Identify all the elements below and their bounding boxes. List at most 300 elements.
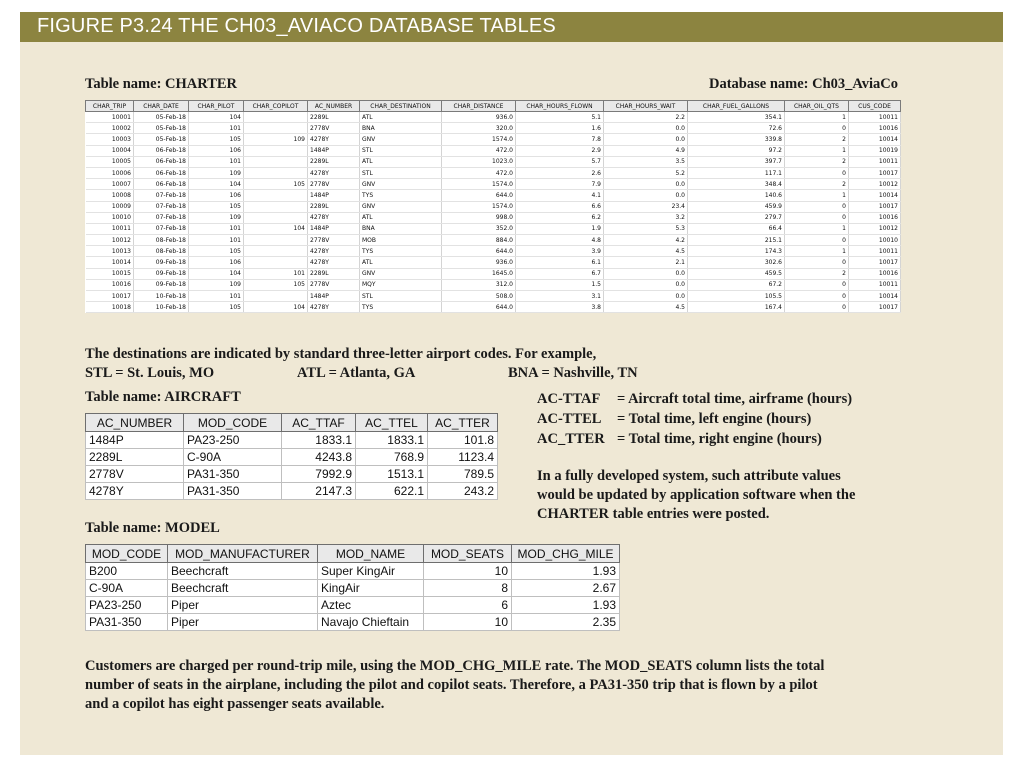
table-cell: 10017 <box>849 201 901 212</box>
column-header: CHAR_FUEL_GALLONS <box>688 101 785 112</box>
table-cell: ATL <box>360 257 442 268</box>
table-cell: 1513.1 <box>356 466 428 483</box>
table-cell: 10009 <box>86 201 134 212</box>
code-stl: STL = St. Louis, MO <box>85 365 215 381</box>
table-cell: B200 <box>86 563 168 580</box>
table-cell: 2778V <box>86 466 184 483</box>
table-cell: 2778V <box>308 235 360 246</box>
table-cell: 1833.1 <box>356 432 428 449</box>
table-cell: 4.2 <box>604 235 688 246</box>
table-cell: 2289L <box>308 112 360 123</box>
table-cell: 0.0 <box>604 123 688 134</box>
table-cell: 2.6 <box>516 167 604 178</box>
table-cell: 0 <box>785 257 849 268</box>
table-cell: 109 <box>189 167 244 178</box>
table-cell: 2289L <box>86 449 184 466</box>
table-cell: 10016 <box>849 268 901 279</box>
table-cell: 2778V <box>308 279 360 290</box>
table-cell: 5.2 <box>604 167 688 178</box>
table-cell: 1833.1 <box>282 432 356 449</box>
note-line: In a fully developed system, such attribute values <box>537 468 841 484</box>
table-cell: 106 <box>189 257 244 268</box>
table-cell: 0.0 <box>604 268 688 279</box>
column-header: CHAR_DESTINATION <box>360 101 442 112</box>
table-cell: KingAir <box>318 580 424 597</box>
note-line: CHARTER table entries were posted. <box>537 506 770 522</box>
model-row <box>86 580 620 597</box>
table-cell: 279.7 <box>688 212 785 223</box>
charter-row <box>86 212 901 223</box>
table-cell: 105 <box>189 302 244 313</box>
table-cell: 104 <box>189 268 244 279</box>
charter-row <box>86 257 901 268</box>
table-cell: 1.93 <box>512 563 620 580</box>
charter-row <box>86 235 901 246</box>
table-cell: 2 <box>785 179 849 190</box>
table-cell: 10016 <box>86 279 134 290</box>
table-cell: GNV <box>360 201 442 212</box>
table-cell <box>244 291 308 302</box>
table-cell: 09-Feb-18 <box>134 268 189 279</box>
charter-row <box>86 179 901 190</box>
table-cell: 0 <box>785 123 849 134</box>
column-header: MOD_CODE <box>184 414 282 432</box>
table-cell: 459.5 <box>688 268 785 279</box>
table-cell: 459.9 <box>688 201 785 212</box>
column-header: AC_TTER <box>428 414 498 432</box>
table-cell: Piper <box>168 597 318 614</box>
table-cell: 1123.4 <box>428 449 498 466</box>
table-cell: 2 <box>785 268 849 279</box>
column-header: MOD_MANUFACTURER <box>168 545 318 563</box>
table-cell: 167.4 <box>688 302 785 313</box>
charter-row <box>86 167 901 178</box>
table-cell: 101.8 <box>428 432 498 449</box>
table-cell: 101 <box>189 223 244 234</box>
table-cell: 5.3 <box>604 223 688 234</box>
charter-row <box>86 134 901 145</box>
table-cell: 1.5 <box>516 279 604 290</box>
table-cell: 104 <box>244 302 308 313</box>
table-cell: 10011 <box>849 112 901 123</box>
table-cell: STL <box>360 145 442 156</box>
table-cell: 09-Feb-18 <box>134 279 189 290</box>
table-cell: 2.35 <box>512 614 620 631</box>
charter-row <box>86 190 901 201</box>
table-cell: 10013 <box>86 246 134 257</box>
table-cell: 0 <box>785 167 849 178</box>
table-cell: 10017 <box>849 302 901 313</box>
table-cell: 0 <box>785 235 849 246</box>
code-atl: ATL = Atlanta, GA <box>297 365 416 381</box>
table-cell: 10012 <box>849 223 901 234</box>
table-cell: 10011 <box>849 279 901 290</box>
table-cell: MOB <box>360 235 442 246</box>
table-cell: 472.0 <box>442 167 516 178</box>
table-cell: 1.93 <box>512 597 620 614</box>
table-cell <box>244 156 308 167</box>
column-header: CHAR_DATE <box>134 101 189 112</box>
table-cell: 67.2 <box>688 279 785 290</box>
table-cell: 6.1 <box>516 257 604 268</box>
table-cell: 4278Y <box>308 167 360 178</box>
table-cell: BNA <box>360 223 442 234</box>
table-cell: 3.2 <box>604 212 688 223</box>
table-cell: 104 <box>189 179 244 190</box>
table-cell: 72.6 <box>688 123 785 134</box>
table-cell: 7.8 <box>516 134 604 145</box>
model-row <box>86 614 620 631</box>
charter-row <box>86 291 901 302</box>
table-cell: 4278Y <box>308 246 360 257</box>
table-cell: 2778V <box>308 123 360 134</box>
code-bna: BNA = Nashville, TN <box>508 365 638 381</box>
table-cell: 1.9 <box>516 223 604 234</box>
table-cell: 884.0 <box>442 235 516 246</box>
model-row <box>86 597 620 614</box>
figure-title: FIGURE P3.24 THE CH03_AVIACO DATABASE TABLES <box>37 15 556 37</box>
table-cell: 998.0 <box>442 212 516 223</box>
table-cell: Super KingAir <box>318 563 424 580</box>
table-cell: BNA <box>360 123 442 134</box>
column-header: CHAR_OIL_QTS <box>785 101 849 112</box>
table-cell: 1574.0 <box>442 201 516 212</box>
table-cell: ATL <box>360 156 442 167</box>
table-cell: 10011 <box>849 156 901 167</box>
definitions-list <box>537 389 852 449</box>
column-header: AC_NUMBER <box>86 414 184 432</box>
database-name: Database name: Ch03_AviaCo <box>709 76 899 92</box>
table-cell: 339.8 <box>688 134 785 145</box>
table-cell: PA31-350 <box>86 614 168 631</box>
charter-row <box>86 201 901 212</box>
table-cell: 6.7 <box>516 268 604 279</box>
aircraft-table <box>85 413 498 500</box>
table-cell: 05-Feb-18 <box>134 134 189 145</box>
table-cell: 10017 <box>849 167 901 178</box>
table-cell: 352.0 <box>442 223 516 234</box>
table-cell: 10 <box>424 563 512 580</box>
table-cell: 101 <box>244 268 308 279</box>
column-header: AC_TTAF <box>282 414 356 432</box>
table-cell: 1484P <box>308 223 360 234</box>
table-cell: 10014 <box>86 257 134 268</box>
table-cell: 101 <box>189 291 244 302</box>
table-cell: 622.1 <box>356 483 428 500</box>
table-cell: 1023.0 <box>442 156 516 167</box>
table-cell: 4.9 <box>604 145 688 156</box>
table-cell <box>244 145 308 156</box>
column-header: MOD_CHG_MILE <box>512 545 620 563</box>
table-cell: 06-Feb-18 <box>134 179 189 190</box>
model-label: Table name: MODEL <box>85 520 220 536</box>
table-cell: 2289L <box>308 201 360 212</box>
charter-row <box>86 156 901 167</box>
table-cell: 07-Feb-18 <box>134 223 189 234</box>
table-cell: 1484P <box>86 432 184 449</box>
table-cell: ATL <box>360 112 442 123</box>
column-header: MOD_CODE <box>86 545 168 563</box>
table-cell: 10011 <box>86 223 134 234</box>
table-cell: 1 <box>785 246 849 257</box>
model-row <box>86 563 620 580</box>
table-cell: 4278Y <box>308 257 360 268</box>
table-cell <box>244 190 308 201</box>
table-cell: 10-Feb-18 <box>134 302 189 313</box>
column-header: CHAR_COPILOT <box>244 101 308 112</box>
table-cell: 508.0 <box>442 291 516 302</box>
table-cell: 4278Y <box>308 134 360 145</box>
table-cell: 2147.3 <box>282 483 356 500</box>
table-cell: PA31-350 <box>184 483 282 500</box>
table-cell: GNV <box>360 134 442 145</box>
table-cell: Beechcraft <box>168 580 318 597</box>
table-cell: 105 <box>189 246 244 257</box>
table-cell: STL <box>360 167 442 178</box>
table-cell: 3.1 <box>516 291 604 302</box>
table-cell: 312.0 <box>442 279 516 290</box>
table-cell: 6.6 <box>516 201 604 212</box>
table-cell: C-90A <box>86 580 168 597</box>
table-cell: 397.7 <box>688 156 785 167</box>
table-cell: 10 <box>424 614 512 631</box>
table-cell: 4278Y <box>308 302 360 313</box>
table-cell: 07-Feb-18 <box>134 190 189 201</box>
aircraft-row <box>86 466 498 483</box>
table-cell: 109 <box>189 279 244 290</box>
table-cell: 05-Feb-18 <box>134 112 189 123</box>
table-cell: 10012 <box>86 235 134 246</box>
table-cell: 0.0 <box>604 179 688 190</box>
table-cell: 1 <box>785 145 849 156</box>
definition-tter: AC_TTER = Total time, right engine (hours) <box>537 431 822 447</box>
note-line: would be updated by application software when the <box>537 487 856 503</box>
figure-panel <box>20 12 1003 755</box>
table-cell: 0 <box>785 212 849 223</box>
table-cell: 10001 <box>86 112 134 123</box>
table-cell: 06-Feb-18 <box>134 145 189 156</box>
table-cell: STL <box>360 291 442 302</box>
aircraft-row <box>86 432 498 449</box>
charter-row <box>86 246 901 257</box>
table-cell: TYS <box>360 246 442 257</box>
table-cell: 06-Feb-18 <box>134 167 189 178</box>
charter-row <box>86 279 901 290</box>
table-cell: 101 <box>189 123 244 134</box>
table-cell: 101 <box>189 235 244 246</box>
table-cell: 0.0 <box>604 190 688 201</box>
model-table <box>85 544 620 631</box>
table-cell: 0.0 <box>604 279 688 290</box>
table-cell: 5.1 <box>516 112 604 123</box>
table-cell <box>244 123 308 134</box>
table-cell: 10016 <box>849 212 901 223</box>
table-cell <box>244 246 308 257</box>
table-cell: GNV <box>360 268 442 279</box>
table-cell: 302.6 <box>688 257 785 268</box>
table-cell: 3.9 <box>516 246 604 257</box>
definition-ttaf: AC-TTAF = Aircraft total time, airframe (hours) <box>537 391 853 407</box>
table-cell: 10-Feb-18 <box>134 291 189 302</box>
table-cell: 6.2 <box>516 212 604 223</box>
footer-line: and a copilot has eight passenger seats available. <box>85 696 385 712</box>
table-cell: 2 <box>785 134 849 145</box>
column-header: CHAR_DISTANCE <box>442 101 516 112</box>
table-cell: 07-Feb-18 <box>134 212 189 223</box>
table-cell: 10017 <box>86 291 134 302</box>
table-cell: 106 <box>189 190 244 201</box>
table-cell: TYS <box>360 190 442 201</box>
table-cell: 2.67 <box>512 580 620 597</box>
table-cell: 06-Feb-18 <box>134 156 189 167</box>
table-cell: 789.5 <box>428 466 498 483</box>
table-cell: 10007 <box>86 179 134 190</box>
table-cell: Aztec <box>318 597 424 614</box>
table-cell: 174.3 <box>688 246 785 257</box>
table-cell: 10011 <box>849 246 901 257</box>
table-cell: 1 <box>785 190 849 201</box>
table-cell: 2289L <box>308 268 360 279</box>
table-cell: 08-Feb-18 <box>134 235 189 246</box>
table-cell: 1574.0 <box>442 179 516 190</box>
table-cell: 5.7 <box>516 156 604 167</box>
table-cell: 0.0 <box>604 291 688 302</box>
table-cell: 23.4 <box>604 201 688 212</box>
table-cell: 354.1 <box>688 112 785 123</box>
footer-line: number of seats in the airplane, including the pilot and copilot seats. Therefore, a PA31-350 trip that is flown by a pilot <box>85 677 818 693</box>
table-cell: 936.0 <box>442 257 516 268</box>
column-header: AC_NUMBER <box>308 101 360 112</box>
table-cell <box>244 212 308 223</box>
table-cell: 2 <box>785 156 849 167</box>
charter-row <box>86 112 901 123</box>
column-header: MOD_NAME <box>318 545 424 563</box>
charter-row <box>86 268 901 279</box>
aircraft-row <box>86 449 498 466</box>
table-cell: 10018 <box>86 302 134 313</box>
table-cell: 7992.9 <box>282 466 356 483</box>
column-header: CHAR_PILOT <box>189 101 244 112</box>
charter-row <box>86 223 901 234</box>
table-cell: 768.9 <box>356 449 428 466</box>
table-cell: 105.5 <box>688 291 785 302</box>
destinations-intro: The destinations are indicated by standard three-letter airport codes. For example, <box>85 346 597 362</box>
table-cell: 10003 <box>86 134 134 145</box>
figure-header <box>20 12 1003 42</box>
table-cell <box>244 201 308 212</box>
table-cell: 2.2 <box>604 112 688 123</box>
table-cell: 1484P <box>308 291 360 302</box>
table-cell: 10010 <box>86 212 134 223</box>
table-cell: 10002 <box>86 123 134 134</box>
aircraft-label: Table name: AIRCRAFT <box>85 389 241 405</box>
table-cell <box>244 167 308 178</box>
table-cell: 10006 <box>86 167 134 178</box>
table-cell: 2.9 <box>516 145 604 156</box>
note-paragraph <box>537 467 855 524</box>
table-cell: 320.0 <box>442 123 516 134</box>
table-cell: GNV <box>360 179 442 190</box>
table-cell: 10016 <box>849 123 901 134</box>
table-cell: 644.0 <box>442 190 516 201</box>
table-cell: 07-Feb-18 <box>134 201 189 212</box>
table-cell: 109 <box>189 212 244 223</box>
charter-label: Table name: CHARTER <box>85 76 238 92</box>
table-cell: 1484P <box>308 145 360 156</box>
table-cell: 10005 <box>86 156 134 167</box>
table-cell: 4.5 <box>604 246 688 257</box>
column-header: CHAR_TRIP <box>86 101 134 112</box>
aircraft-row <box>86 483 498 500</box>
table-cell: 3.5 <box>604 156 688 167</box>
table-cell: 10014 <box>849 190 901 201</box>
table-cell: 10014 <box>849 134 901 145</box>
table-cell: 4.1 <box>516 190 604 201</box>
table-cell <box>244 235 308 246</box>
column-header: CHAR_HOURS_WAIT <box>604 101 688 112</box>
table-cell: 105 <box>189 201 244 212</box>
table-cell: 0 <box>785 302 849 313</box>
column-header: AC_TTEL <box>356 414 428 432</box>
table-cell: PA23-250 <box>86 597 168 614</box>
table-cell: 2289L <box>308 156 360 167</box>
charter-row <box>86 302 901 313</box>
table-cell: 472.0 <box>442 145 516 156</box>
table-cell: Piper <box>168 614 318 631</box>
table-cell: 8 <box>424 580 512 597</box>
table-cell: PA23-250 <box>184 432 282 449</box>
table-cell: 1 <box>785 112 849 123</box>
table-cell: 10010 <box>849 235 901 246</box>
table-cell: 10014 <box>849 291 901 302</box>
table-cell: 0.0 <box>604 134 688 145</box>
column-header: CUS_CODE <box>849 101 901 112</box>
table-cell: 05-Feb-18 <box>134 123 189 134</box>
table-cell: 1.6 <box>516 123 604 134</box>
table-cell: Beechcraft <box>168 563 318 580</box>
table-cell <box>244 257 308 268</box>
table-cell: 10004 <box>86 145 134 156</box>
table-cell: 4278Y <box>86 483 184 500</box>
table-cell: 09-Feb-18 <box>134 257 189 268</box>
table-cell: 101 <box>189 156 244 167</box>
charter-row <box>86 123 901 134</box>
table-cell: 1 <box>785 223 849 234</box>
charter-row <box>86 145 901 156</box>
table-cell: 105 <box>189 134 244 145</box>
table-cell: 1574.0 <box>442 134 516 145</box>
table-cell: 215.1 <box>688 235 785 246</box>
table-cell: 2778V <box>308 179 360 190</box>
table-cell: 97.2 <box>688 145 785 156</box>
table-cell: 105 <box>244 179 308 190</box>
column-header: MOD_SEATS <box>424 545 512 563</box>
table-cell: 117.1 <box>688 167 785 178</box>
table-cell: C-90A <box>184 449 282 466</box>
definition-ttel: AC-TTEL = Total time, left engine (hours) <box>537 411 812 427</box>
table-cell: 10015 <box>86 268 134 279</box>
footer-paragraph <box>85 657 824 714</box>
table-cell: Navajo Chieftain <box>318 614 424 631</box>
table-cell: 104 <box>189 112 244 123</box>
table-cell: PA31-350 <box>184 466 282 483</box>
table-cell: 644.0 <box>442 302 516 313</box>
table-cell: 0 <box>785 291 849 302</box>
table-cell: 105 <box>244 279 308 290</box>
table-cell: 4278Y <box>308 212 360 223</box>
table-cell: 08-Feb-18 <box>134 246 189 257</box>
table-cell: 4243.8 <box>282 449 356 466</box>
